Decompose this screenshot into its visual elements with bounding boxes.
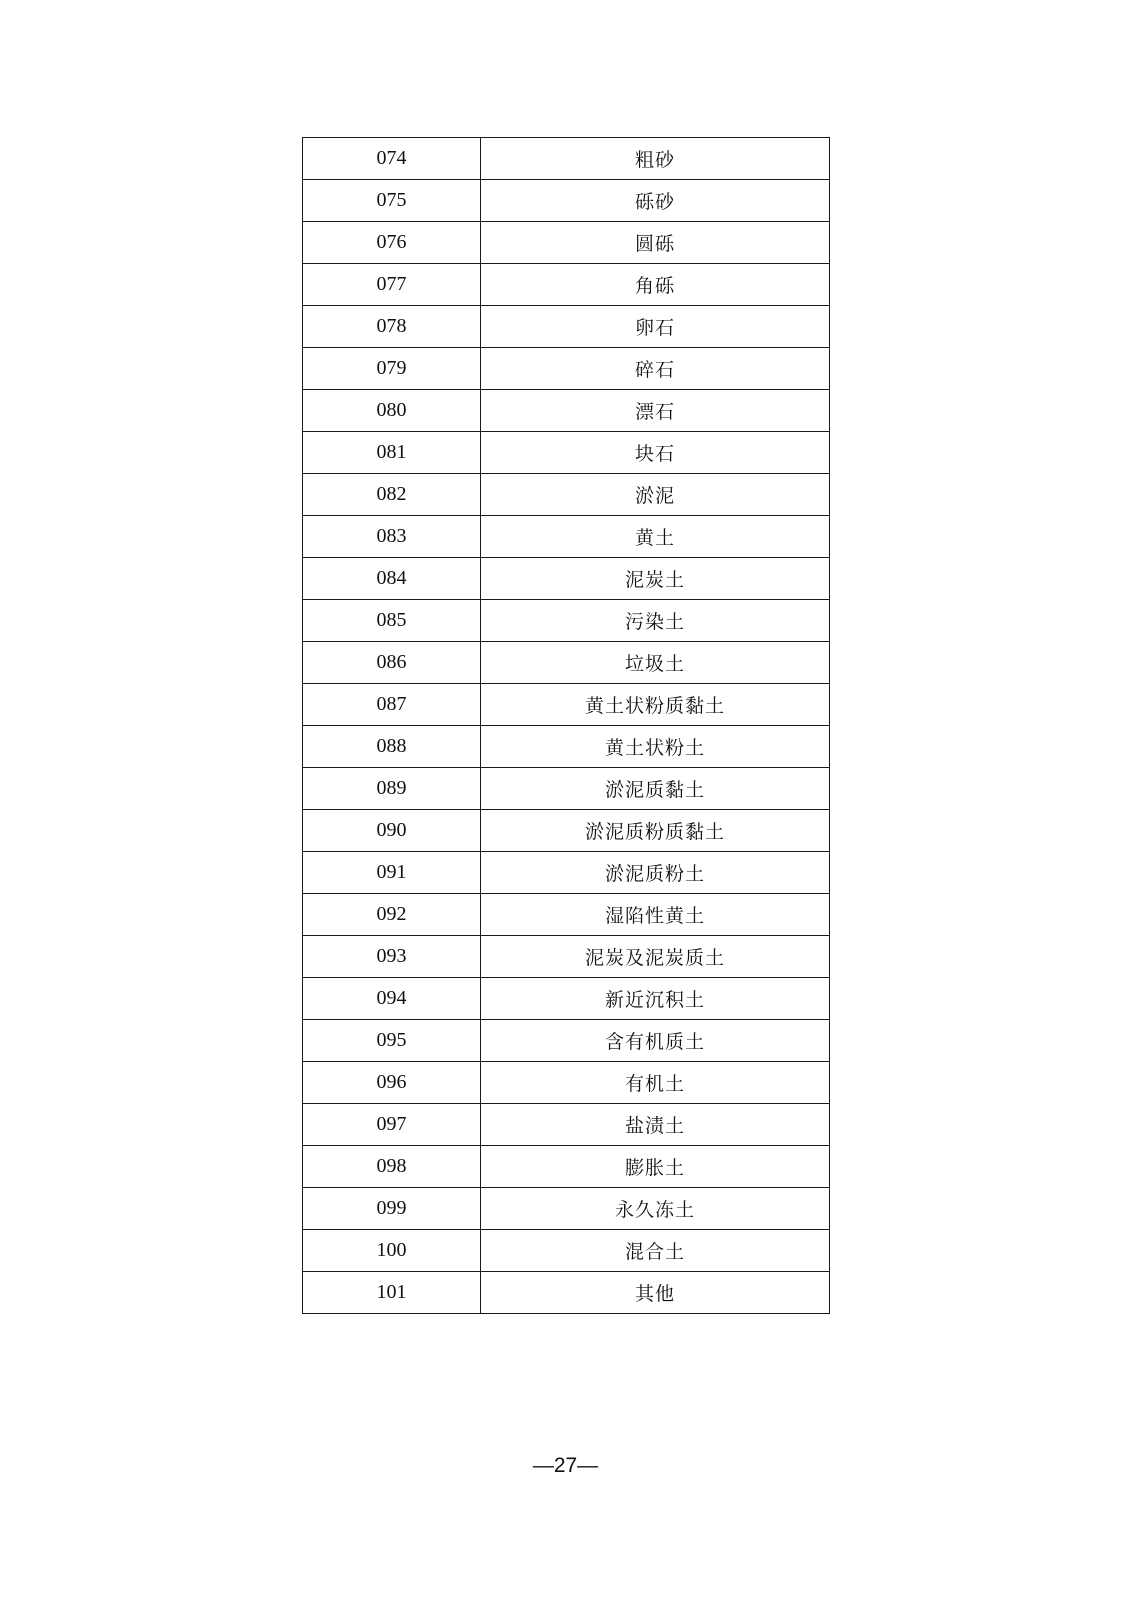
name-cell: 有机土 bbox=[481, 1062, 830, 1104]
name-cell: 污染土 bbox=[481, 600, 830, 642]
table-row bbox=[303, 180, 830, 222]
table-row bbox=[303, 852, 830, 894]
table-row bbox=[303, 642, 830, 684]
code-cell: 093 bbox=[303, 936, 481, 978]
name-cell: 淤泥质粉质黏土 bbox=[481, 810, 830, 852]
name-cell: 淤泥质粉土 bbox=[481, 852, 830, 894]
name-cell: 其他 bbox=[481, 1272, 830, 1314]
code-cell: 095 bbox=[303, 1020, 481, 1062]
code-cell: 087 bbox=[303, 684, 481, 726]
table-row bbox=[303, 138, 830, 180]
table-row bbox=[303, 978, 830, 1020]
code-cell: 098 bbox=[303, 1146, 481, 1188]
table-row bbox=[303, 684, 830, 726]
name-cell: 泥炭土 bbox=[481, 558, 830, 600]
name-cell: 黄土 bbox=[481, 516, 830, 558]
code-cell: 084 bbox=[303, 558, 481, 600]
table-row bbox=[303, 1020, 830, 1062]
table-row bbox=[303, 1188, 830, 1230]
table-row bbox=[303, 390, 830, 432]
table-row bbox=[303, 306, 830, 348]
code-cell: 094 bbox=[303, 978, 481, 1020]
code-cell: 092 bbox=[303, 894, 481, 936]
code-cell: 082 bbox=[303, 474, 481, 516]
table-row bbox=[303, 474, 830, 516]
name-cell: 黄土状粉土 bbox=[481, 726, 830, 768]
table-row bbox=[303, 726, 830, 768]
table-row bbox=[303, 558, 830, 600]
code-cell: 089 bbox=[303, 768, 481, 810]
name-cell: 粗砂 bbox=[481, 138, 830, 180]
table-row bbox=[303, 894, 830, 936]
name-cell: 含有机质土 bbox=[481, 1020, 830, 1062]
table-row bbox=[303, 1104, 830, 1146]
table-row bbox=[303, 1146, 830, 1188]
code-cell: 083 bbox=[303, 516, 481, 558]
table-row bbox=[303, 264, 830, 306]
name-cell: 湿陷性黄土 bbox=[481, 894, 830, 936]
name-cell: 卵石 bbox=[481, 306, 830, 348]
table-row bbox=[303, 600, 830, 642]
code-cell: 077 bbox=[303, 264, 481, 306]
soil-type-code-table bbox=[302, 137, 830, 1314]
table-row bbox=[303, 348, 830, 390]
name-cell: 永久冻土 bbox=[481, 1188, 830, 1230]
code-cell: 091 bbox=[303, 852, 481, 894]
name-cell: 淤泥质黏土 bbox=[481, 768, 830, 810]
table-row bbox=[303, 222, 830, 264]
table-body bbox=[303, 138, 830, 1314]
name-cell: 漂石 bbox=[481, 390, 830, 432]
name-cell: 膨胀土 bbox=[481, 1146, 830, 1188]
code-cell: 081 bbox=[303, 432, 481, 474]
code-cell: 085 bbox=[303, 600, 481, 642]
table-row bbox=[303, 1062, 830, 1104]
code-cell: 074 bbox=[303, 138, 481, 180]
code-cell: 096 bbox=[303, 1062, 481, 1104]
table-row bbox=[303, 936, 830, 978]
table-row bbox=[303, 432, 830, 474]
name-cell: 块石 bbox=[481, 432, 830, 474]
code-cell: 075 bbox=[303, 180, 481, 222]
code-cell: 099 bbox=[303, 1188, 481, 1230]
code-cell: 080 bbox=[303, 390, 481, 432]
table-row bbox=[303, 516, 830, 558]
name-cell: 角砾 bbox=[481, 264, 830, 306]
code-cell: 097 bbox=[303, 1104, 481, 1146]
name-cell: 淤泥 bbox=[481, 474, 830, 516]
code-cell: 100 bbox=[303, 1230, 481, 1272]
name-cell: 混合土 bbox=[481, 1230, 830, 1272]
name-cell: 泥炭及泥炭质土 bbox=[481, 936, 830, 978]
table-row bbox=[303, 768, 830, 810]
code-cell: 090 bbox=[303, 810, 481, 852]
table-row bbox=[303, 1272, 830, 1314]
table-row bbox=[303, 810, 830, 852]
code-cell: 079 bbox=[303, 348, 481, 390]
code-cell: 076 bbox=[303, 222, 481, 264]
name-cell: 黄土状粉质黏土 bbox=[481, 684, 830, 726]
name-cell: 砾砂 bbox=[481, 180, 830, 222]
name-cell: 圆砾 bbox=[481, 222, 830, 264]
name-cell: 垃圾土 bbox=[481, 642, 830, 684]
name-cell: 盐渍土 bbox=[481, 1104, 830, 1146]
page-number: —27— bbox=[532, 1454, 599, 1477]
table-row bbox=[303, 1230, 830, 1272]
name-cell: 碎石 bbox=[481, 348, 830, 390]
code-cell: 088 bbox=[303, 726, 481, 768]
name-cell: 新近沉积土 bbox=[481, 978, 830, 1020]
code-cell: 086 bbox=[303, 642, 481, 684]
code-cell: 101 bbox=[303, 1272, 481, 1314]
code-cell: 078 bbox=[303, 306, 481, 348]
